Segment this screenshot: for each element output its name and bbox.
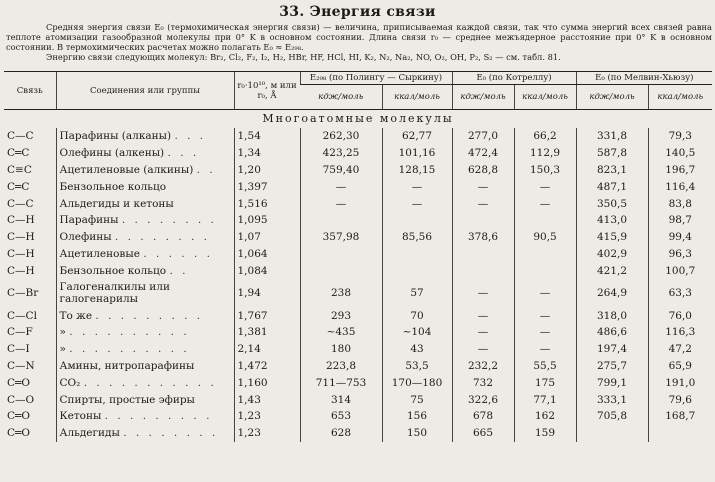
e298-kj-cell: 293 (300, 307, 382, 324)
leader-dots: . . . . . . . . (114, 231, 210, 244)
mellor-kcal-cell: 63,3 (648, 279, 712, 307)
table-row (4, 195, 712, 212)
bond-cell: C═O (7, 427, 30, 440)
e298-kcal-cell: — (382, 178, 452, 195)
group-cell (56, 162, 234, 179)
cottrell-kcal-cell (514, 212, 576, 229)
cottrell-kcal-cell: — (514, 307, 576, 324)
cottrell-kj-cell: — (452, 307, 514, 324)
e298-kj-cell: 238 (300, 279, 382, 307)
r0-cell: 1,516 (234, 195, 300, 212)
mellor-kj-cell: 264,9 (576, 279, 648, 307)
bond-cell: C—Cl (7, 309, 37, 322)
group-cell (56, 128, 234, 145)
cottrell-kcal-cell: 150,3 (514, 162, 576, 179)
table-row (4, 425, 712, 442)
group-cell (56, 229, 234, 246)
group-label: Парафины (алканы) (59, 130, 172, 143)
e298-kj-cell (300, 212, 382, 229)
leader-dots: . . . . . . (143, 247, 213, 260)
e298-kcal-cell: 170—180 (382, 374, 452, 391)
cottrell-kcal-cell: — (514, 195, 576, 212)
table-row (4, 408, 712, 425)
r0-cell: 2,14 (234, 341, 300, 358)
mellor-kj-cell (576, 425, 648, 442)
group-label: Галогеналкилы или галогенарилы (59, 281, 170, 306)
mellor-kcal-cell: 79,6 (648, 391, 712, 408)
table-row (4, 307, 712, 324)
group-cell (56, 324, 234, 341)
mellor-kcal-cell: 83,8 (648, 195, 712, 212)
cottrell-kj-cell: — (452, 195, 514, 212)
mellor-kj-cell: 705,8 (576, 408, 648, 425)
header-bond: Связь (4, 72, 56, 110)
bond-cell: C═C (7, 180, 30, 193)
cottrell-kj-cell (452, 246, 514, 263)
header-e298-pauling: E₂₉₈ (по Полингу — Сыркину) (300, 72, 452, 85)
group-label: Бензольное кольцо (59, 264, 167, 277)
table-row (4, 341, 712, 358)
table-row (4, 128, 712, 145)
e298-kj-cell: 357,98 (300, 229, 382, 246)
group-cell (56, 341, 234, 358)
mellor-kj-cell: 318,0 (576, 307, 648, 324)
bond-cell: C—O (7, 393, 35, 406)
mellor-kj-cell: 402,9 (576, 246, 648, 263)
mellor-kcal-cell: 196,7 (648, 162, 712, 179)
mellor-kcal-cell: 168,7 (648, 408, 712, 425)
table-row (4, 279, 712, 307)
group-label: Бензольное кольцо (59, 180, 167, 193)
r0-cell: 1,064 (234, 246, 300, 263)
unit-kj: кдж/моль (452, 85, 514, 110)
bond-cell: C—C (7, 197, 34, 210)
bond-cell: C—H (7, 231, 35, 244)
bond-cell: C—I (7, 343, 30, 356)
r0-cell: 1,07 (234, 229, 300, 246)
cottrell-kcal-cell: 175 (514, 374, 576, 391)
cottrell-kj-cell: 732 (452, 374, 514, 391)
cottrell-kj-cell (452, 262, 514, 279)
group-cell (56, 178, 234, 195)
e298-kcal-cell: 70 (382, 307, 452, 324)
group-cell (56, 391, 234, 408)
unit-kcal: ккал/моль (514, 85, 576, 110)
group-label: Парафины (59, 214, 119, 227)
table-row (4, 262, 712, 279)
e298-kj-cell: 262,30 (300, 128, 382, 145)
mellor-kcal-cell: 191,0 (648, 374, 712, 391)
group-cell (56, 212, 234, 229)
group-label: Ацетиленовые (алкины) (59, 163, 194, 176)
r0-cell: 1,34 (234, 145, 300, 162)
table-row (4, 162, 712, 179)
cottrell-kj-cell: 322,6 (452, 391, 514, 408)
group-label: CO₂ (59, 376, 81, 389)
mellor-kj-cell: 487,1 (576, 178, 648, 195)
group-label: Ацетиленовые (59, 247, 140, 260)
mellor-kj-cell: 331,8 (576, 128, 648, 145)
bond-cell: C—Br (7, 287, 39, 300)
cottrell-kcal-cell: — (514, 279, 576, 307)
e298-kj-cell: 223,8 (300, 358, 382, 375)
bond-cell: C—H (7, 264, 35, 277)
section-title: Многоатомные молекулы (262, 112, 454, 125)
unit-kcal: ккал/моль (648, 85, 712, 110)
cottrell-kj-cell: — (452, 324, 514, 341)
unit-kj: кдж/моль (576, 85, 648, 110)
mellor-kj-cell: 275,7 (576, 358, 648, 375)
cottrell-kj-cell: — (452, 341, 514, 358)
e298-kj-cell: — (300, 178, 382, 195)
e298-kj-cell: 314 (300, 391, 382, 408)
e298-kcal-cell: 53,5 (382, 358, 452, 375)
leader-dots: . . . (167, 147, 200, 160)
mellor-kcal-cell: 140,5 (648, 145, 712, 162)
r0-cell: 1,160 (234, 374, 300, 391)
e298-kcal-cell: 101,16 (382, 145, 452, 162)
e298-kcal-cell: ~104 (382, 324, 452, 341)
intro-paragraph-reference: Энергию связи следующих молекул: Br₂, Cl₂, F₂, I₂, H₂, HBr, HF, HCl, HI, K₂, N₂, Na₂, NO, O₂, OH, P₂, S₂ — см. табл. 81. (46, 52, 561, 62)
leader-dots: . . . . . . . . . . (69, 343, 190, 356)
mellor-kj-cell: 415,9 (576, 229, 648, 246)
bond-cell: C—N (7, 359, 35, 372)
leader-dots: . . . . . . . . . . (69, 326, 190, 339)
cottrell-kj-cell (452, 212, 514, 229)
mellor-kj-cell: 823,1 (576, 162, 648, 179)
cottrell-kj-cell: 232,2 (452, 358, 514, 375)
table-row (4, 246, 712, 263)
table-row (4, 358, 712, 375)
bond-cell: C—H (7, 214, 35, 227)
leader-dots: . . (169, 264, 189, 277)
e298-kcal-cell (382, 212, 452, 229)
table-row (4, 229, 712, 246)
cottrell-kcal-cell: — (514, 324, 576, 341)
table-row (4, 391, 712, 408)
r0-cell: 1,23 (234, 425, 300, 442)
group-label: Амины, нитропарафины (59, 359, 195, 372)
bond-cell: C—H (7, 247, 35, 260)
group-label: » (59, 326, 66, 339)
group-cell (56, 425, 234, 442)
cottrell-kcal-cell: 90,5 (514, 229, 576, 246)
cottrell-kj-cell: 378,6 (452, 229, 514, 246)
r0-cell: 1,23 (234, 408, 300, 425)
group-cell (56, 358, 234, 375)
unit-kj: кдж/моль (300, 85, 382, 110)
group-cell (56, 374, 234, 391)
cottrell-kj-cell: 277,0 (452, 128, 514, 145)
group-cell (56, 408, 234, 425)
bond-cell: C═C (7, 147, 30, 160)
page-title: 33. Энергия связи (279, 4, 436, 20)
group-label: Кетоны (59, 410, 102, 423)
cottrell-kcal-cell: 162 (514, 408, 576, 425)
cottrell-kj-cell: — (452, 279, 514, 307)
group-label: Спирты, простые эфиры (59, 393, 195, 406)
e298-kcal-cell: 85,56 (382, 229, 452, 246)
bond-cell: C—C (7, 130, 34, 143)
mellor-kcal-cell: 47,2 (648, 341, 712, 358)
mellor-kj-cell: 799,1 (576, 374, 648, 391)
r0-cell: 1,20 (234, 162, 300, 179)
e298-kj-cell: — (300, 195, 382, 212)
leader-dots: . . . (174, 130, 207, 143)
e298-kj-cell: 423,25 (300, 145, 382, 162)
unit-kcal: ккал/моль (382, 85, 452, 110)
leader-dots: . . . . . . . . (123, 427, 219, 440)
cottrell-kcal-cell: 66,2 (514, 128, 576, 145)
cottrell-kcal-cell: 112,9 (514, 145, 576, 162)
cottrell-kcal-cell (514, 246, 576, 263)
e298-kj-cell: 759,40 (300, 162, 382, 179)
e298-kj-cell: 653 (300, 408, 382, 425)
mellor-kcal-cell: 116,3 (648, 324, 712, 341)
header-r0: r₀·10¹⁰, м или r₀, Å (234, 72, 300, 110)
group-label: » (59, 343, 66, 356)
intro-text (6, 22, 712, 62)
bond-energy-table (4, 71, 712, 442)
mellor-kj-cell: 421,2 (576, 262, 648, 279)
cottrell-kcal-cell (514, 262, 576, 279)
group-cell (56, 307, 234, 324)
table-row (4, 178, 712, 195)
cottrell-kj-cell: 628,8 (452, 162, 514, 179)
e298-kcal-cell: — (382, 195, 452, 212)
mellor-kcal-cell: 79,3 (648, 128, 712, 145)
header-e0-mellor: E₀ (по Мелвин-Хьюзу) (576, 72, 712, 85)
r0-cell: 1,381 (234, 324, 300, 341)
r0-cell: 1,94 (234, 279, 300, 307)
e298-kcal-cell (382, 262, 452, 279)
e298-kcal-cell (382, 246, 452, 263)
mellor-kcal-cell (648, 425, 712, 442)
cottrell-kj-cell: 665 (452, 425, 514, 442)
mellor-kcal-cell: 76,0 (648, 307, 712, 324)
leader-dots: . . . . . . . . . . . (83, 376, 217, 389)
leader-dots: . . . . . . . . . (95, 309, 204, 322)
mellor-kj-cell: 350,5 (576, 195, 648, 212)
e298-kcal-cell: 57 (382, 279, 452, 307)
mellor-kcal-cell: 100,7 (648, 262, 712, 279)
cottrell-kj-cell: — (452, 178, 514, 195)
mellor-kcal-cell: 116,4 (648, 178, 712, 195)
mellor-kj-cell: 587,8 (576, 145, 648, 162)
cottrell-kcal-cell: — (514, 178, 576, 195)
cottrell-kcal-cell: 159 (514, 425, 576, 442)
intro-paragraph-definition: Средняя энергия связи E₀ (термохимическая энергия связи) — величина, приписываемая каждой связи, так что сумма энергий всех связей равна теплоте атомизации газообразной молекулы при 0° K в основном состоянии. Длина связи r₀ — среднее межъядерное расстояние при 0° K в основном состоянии. В термохимических расчетах можно полагать E₀ ≈ E₂₉₈. (6, 22, 712, 52)
group-cell (56, 279, 234, 307)
r0-cell: 1,397 (234, 178, 300, 195)
group-label: Олефины (алкены) (59, 147, 165, 160)
group-cell (56, 246, 234, 263)
table-header-row (4, 72, 712, 85)
e298-kcal-cell: 128,15 (382, 162, 452, 179)
e298-kj-cell: ~435 (300, 324, 382, 341)
e298-kcal-cell: 150 (382, 425, 452, 442)
section-row (4, 110, 712, 129)
group-cell (56, 195, 234, 212)
leader-dots: . . (196, 163, 216, 176)
mellor-kj-cell: 486,6 (576, 324, 648, 341)
cottrell-kcal-cell: — (514, 341, 576, 358)
mellor-kcal-cell: 98,7 (648, 212, 712, 229)
e298-kj-cell: 180 (300, 341, 382, 358)
r0-cell: 1,43 (234, 391, 300, 408)
r0-cell: 1,54 (234, 128, 300, 145)
mellor-kcal-cell: 99,4 (648, 229, 712, 246)
cottrell-kcal-cell: 77,1 (514, 391, 576, 408)
cottrell-kj-cell: 678 (452, 408, 514, 425)
group-label: Альдегиды (59, 427, 120, 440)
header-group: Соединения или группы (56, 72, 234, 110)
bond-cell: C═O (7, 376, 30, 389)
r0-cell: 1,472 (234, 358, 300, 375)
r0-cell: 1,084 (234, 262, 300, 279)
leader-dots: . . . . . . . . (121, 214, 217, 227)
table-row (4, 212, 712, 229)
r0-cell: 1,095 (234, 212, 300, 229)
bond-cell: C—F (7, 326, 33, 339)
mellor-kj-cell: 413,0 (576, 212, 648, 229)
mellor-kj-cell: 197,4 (576, 341, 648, 358)
r0-cell: 1,767 (234, 307, 300, 324)
bond-cell: C═O (7, 410, 30, 423)
mellor-kj-cell: 333,1 (576, 391, 648, 408)
group-label: Олефины (59, 231, 112, 244)
group-cell (56, 262, 234, 279)
leader-dots: . . . . . . . . . (104, 410, 213, 423)
cottrell-kj-cell: 472,4 (452, 145, 514, 162)
e298-kj-cell: 628 (300, 425, 382, 442)
e298-kj-cell: 711—753 (300, 374, 382, 391)
mellor-kcal-cell: 96,3 (648, 246, 712, 263)
table-row (4, 324, 712, 341)
e298-kcal-cell: 43 (382, 341, 452, 358)
bond-cell: C≡C (7, 163, 32, 176)
e298-kcal-cell: 75 (382, 391, 452, 408)
mellor-kcal-cell: 65,9 (648, 358, 712, 375)
header-e0-cottrell: E₀ (по Котреллу) (452, 72, 576, 85)
cottrell-kcal-cell: 55,5 (514, 358, 576, 375)
e298-kj-cell (300, 246, 382, 263)
e298-kcal-cell: 62,77 (382, 128, 452, 145)
table-row (4, 374, 712, 391)
group-cell (56, 145, 234, 162)
group-label: То же (59, 309, 93, 322)
group-label: Альдегиды и кетоны (59, 197, 174, 210)
e298-kj-cell (300, 262, 382, 279)
table-row (4, 145, 712, 162)
e298-kcal-cell: 156 (382, 408, 452, 425)
